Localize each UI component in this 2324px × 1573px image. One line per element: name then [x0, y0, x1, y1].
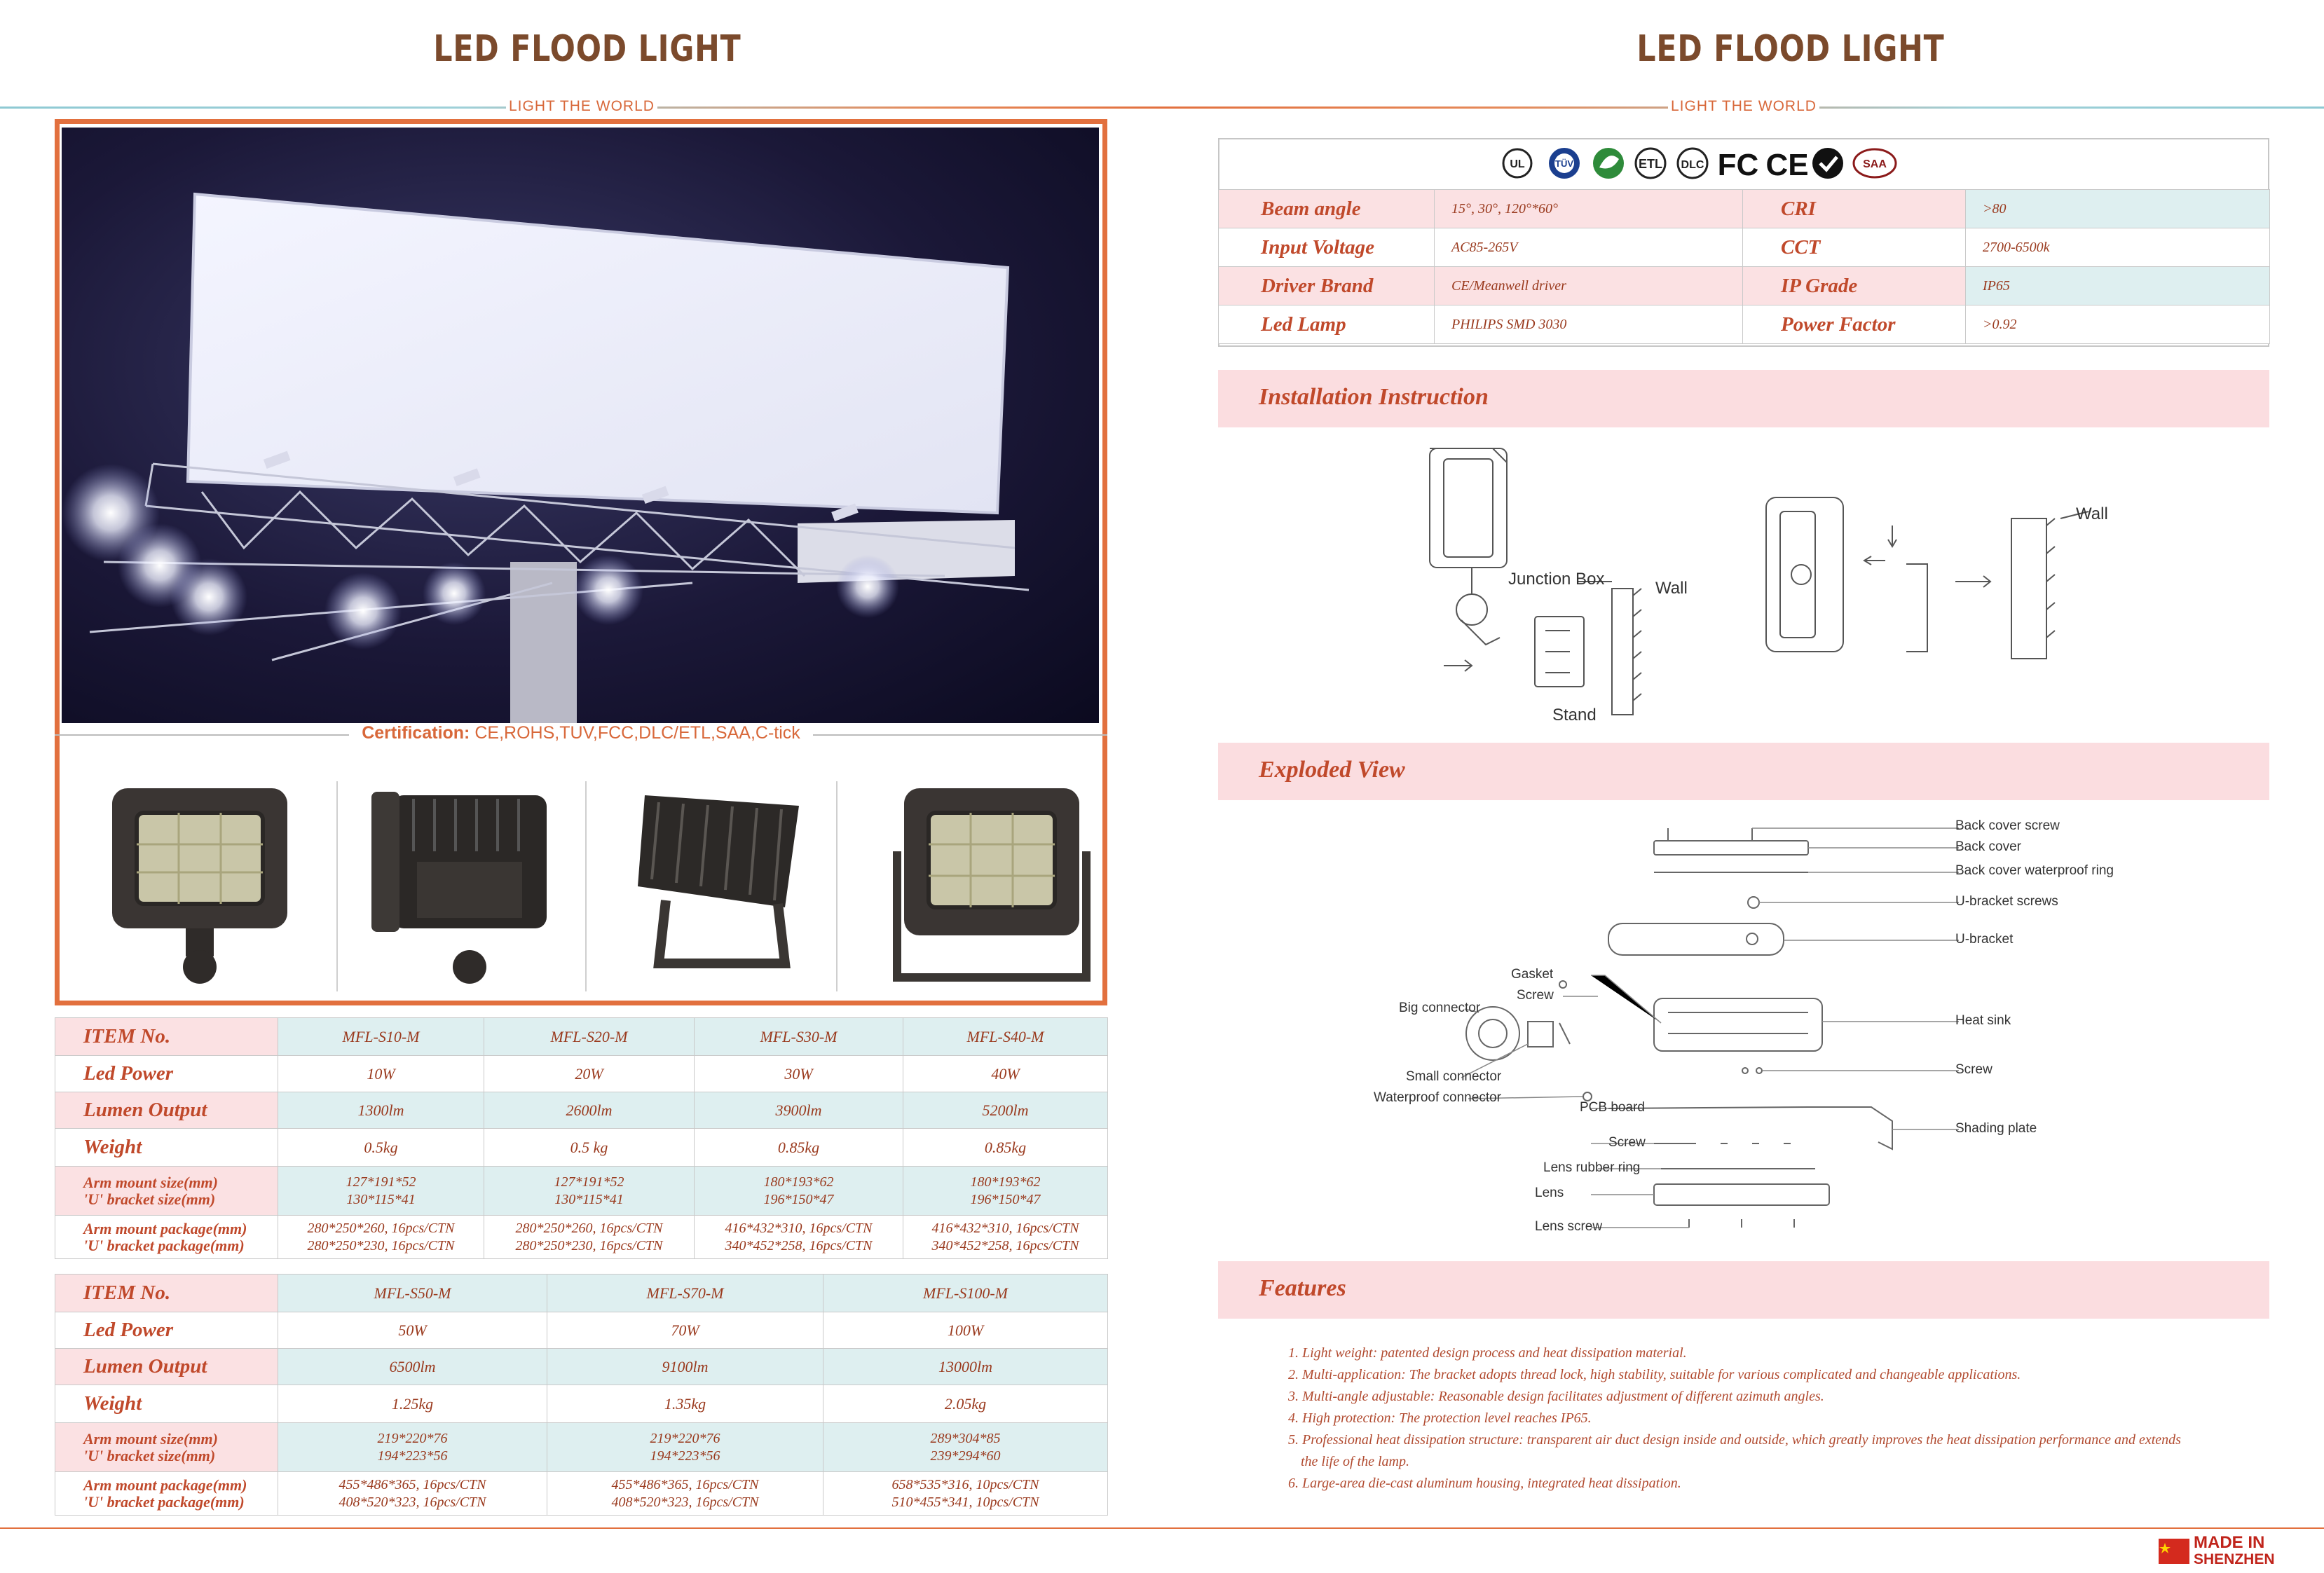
- label-arm-package: Arm mount package(mm): [83, 1219, 247, 1237]
- table-row: [55, 1349, 1108, 1385]
- table-row: [55, 1129, 1108, 1167]
- row-label-size: [55, 1423, 278, 1472]
- ul-listed-icon: [1503, 149, 1531, 177]
- dlc-icon: [1678, 149, 1707, 178]
- table-cell: 0.85kg: [903, 1129, 1108, 1167]
- cell-line: 408*520*323, 16pcs/CTN: [611, 1494, 759, 1510]
- exploded-label-left: Waterproof connector: [1374, 1090, 1501, 1105]
- prop-key: Led Lamp: [1219, 305, 1435, 344]
- cell-line: 127*191*52: [554, 1174, 624, 1190]
- cell-line: 455*486*365, 16pcs/CTN: [611, 1476, 759, 1492]
- table-cell: 9100lm: [547, 1349, 823, 1385]
- exploded-label-left: Gasket: [1511, 967, 1554, 982]
- flood-light-u-bracket-image: [883, 774, 1093, 991]
- cell-line: 408*520*323, 16pcs/CTN: [339, 1494, 486, 1510]
- certification-label: Certification:: [362, 723, 470, 743]
- row-label: Weight: [55, 1385, 278, 1423]
- feature-item: 4. High protection: The protection level reaches IP65.: [1288, 1410, 1592, 1426]
- cell-line: 340*452*258, 16pcs/CTN: [931, 1237, 1079, 1253]
- table-cell: [823, 1472, 1108, 1516]
- prop-value: 2700-6500k: [1966, 228, 2270, 267]
- cell-line: 180*193*62: [763, 1174, 834, 1190]
- made-in-shenzhen-badge: [2159, 1534, 2278, 1569]
- svg-text:FC: FC: [1717, 148, 1759, 182]
- cell-line: 194*223*56: [650, 1448, 720, 1464]
- billboard-illustration: [62, 128, 1099, 723]
- cell-line: 289*304*85: [930, 1430, 1001, 1446]
- label-arm-size: Arm mount size(mm): [83, 1173, 218, 1191]
- exploded-label-left: Small connector: [1406, 1069, 1502, 1084]
- item-no-label: ITEM No.: [55, 1018, 278, 1056]
- model-cell: MFL-S20-M: [484, 1018, 695, 1056]
- etl-icon: [1636, 149, 1665, 178]
- exploded-label-right: Heat sink: [1955, 1013, 2011, 1028]
- made-in-text: [2194, 1534, 2275, 1568]
- table-cell: [278, 1472, 547, 1516]
- table-cell: [695, 1216, 903, 1259]
- table-row-package: [55, 1216, 1108, 1259]
- table-cell: [278, 1423, 547, 1472]
- prop-value: 15°, 30°, 120°*60°: [1435, 190, 1743, 228]
- label-u-size: 'U' bracket size(mm): [83, 1190, 216, 1208]
- table-row: [1219, 267, 2270, 305]
- table-cell: 70W: [547, 1312, 823, 1349]
- page-title-left: LED FLOOD LIGHT: [433, 28, 741, 70]
- row-label: Lumen Output: [55, 1092, 278, 1129]
- cert-rule-left: [55, 734, 349, 736]
- svg-text:ETL: ETL: [1639, 157, 1662, 171]
- cell-line: 180*193*62: [970, 1174, 1041, 1190]
- cell-line: 510*455*341, 10pcs/CTN: [891, 1494, 1039, 1510]
- made-in-line1: MADE IN: [2194, 1533, 2265, 1552]
- svg-text:DLC: DLC: [1681, 159, 1704, 171]
- prop-key: CRI: [1743, 190, 1966, 228]
- exploded-label-left: Screw: [1517, 988, 1554, 1003]
- row-label: Led Power: [55, 1312, 278, 1349]
- table-cell: 0.85kg: [695, 1129, 903, 1167]
- table-row: [1219, 228, 2270, 267]
- prop-key: CCT: [1743, 228, 1966, 267]
- table-cell: 2.05kg: [823, 1385, 1108, 1423]
- table-cell: 13000lm: [823, 1349, 1108, 1385]
- table-row-package: [55, 1472, 1108, 1516]
- page-title-right: LED FLOOD LIGHT: [1636, 28, 1945, 70]
- table-cell: 1.25kg: [278, 1385, 547, 1423]
- table-row: [1219, 305, 2270, 344]
- feature-item: 5. Professional heat dissipation structure: transparent air duct design inside and outside, which greatly improves the heat dissipation performance and extends: [1288, 1432, 2181, 1448]
- cell-line: 280*250*230, 16pcs/CTN: [515, 1237, 663, 1253]
- exploded-title: Exploded View: [1259, 757, 1405, 783]
- prop-value: IP65: [1966, 267, 2270, 305]
- exploded-label-left: Lens screw: [1535, 1219, 1603, 1234]
- stand-label: Stand: [1552, 706, 1597, 724]
- prop-key: Driver Brand: [1219, 267, 1435, 305]
- thumb-divider-3: [836, 781, 838, 991]
- cell-line: 219*220*76: [377, 1430, 448, 1446]
- flood-light-front-image: [98, 774, 308, 991]
- table-cell: 0.5 kg: [484, 1129, 695, 1167]
- cell-line: 280*250*230, 16pcs/CTN: [307, 1237, 455, 1253]
- row-label: Weight: [55, 1129, 278, 1167]
- prop-key: Beam angle: [1219, 190, 1435, 228]
- table-cell: [695, 1167, 903, 1216]
- prop-value: PHILIPS SMD 3030: [1435, 305, 1743, 344]
- certification-value: CE,ROHS,TUV,FCC,DLC/ETL,SAA,C-tick: [474, 723, 800, 743]
- exploded-label-right: Back cover waterproof ring: [1955, 863, 2114, 878]
- rohs-icon: [1593, 148, 1624, 179]
- cert-icons-row: [1500, 144, 1990, 186]
- table-cell: 40W: [903, 1056, 1108, 1092]
- table1-header-row: [55, 1018, 1108, 1056]
- cell-line: 194*223*56: [377, 1448, 448, 1464]
- model-cell: MFL-S100-M: [823, 1275, 1108, 1312]
- feature-item: the life of the lamp.: [1301, 1454, 1409, 1469]
- table-cell: [278, 1216, 484, 1259]
- wall-label-2: Wall: [2076, 504, 2108, 523]
- svg-text:CE: CE: [1765, 148, 1809, 182]
- cell-line: 130*115*41: [346, 1191, 416, 1207]
- table-cell: [823, 1423, 1108, 1472]
- cell-line: 219*220*76: [650, 1430, 720, 1446]
- table-cell: 100W: [823, 1312, 1108, 1349]
- model-cell: MFL-S30-M: [695, 1018, 903, 1056]
- billboard-photo: [62, 128, 1099, 723]
- thumb-divider-1: [336, 781, 338, 991]
- table-row: [1219, 190, 2270, 228]
- cell-line: 130*115*41: [554, 1191, 624, 1207]
- cell-line: 127*191*52: [346, 1174, 416, 1190]
- cell-line: 239*294*60: [930, 1448, 1001, 1464]
- spec-table-2: [55, 1274, 1108, 1516]
- label-u-package: 'U' bracket package(mm): [83, 1236, 245, 1254]
- saa-icon: [1854, 149, 1896, 177]
- flood-light-rear-image: [617, 774, 827, 991]
- model-cell: MFL-S70-M: [547, 1275, 823, 1312]
- c-tick-icon: [1812, 148, 1843, 179]
- label-arm-size: Arm mount size(mm): [83, 1429, 218, 1448]
- exploded-label-right: U-bracket: [1955, 932, 2014, 947]
- table-row: [55, 1385, 1108, 1423]
- table-cell: 0.5kg: [278, 1129, 484, 1167]
- table-row: [55, 1056, 1108, 1092]
- model-cell: MFL-S50-M: [278, 1275, 547, 1312]
- table-cell: [484, 1216, 695, 1259]
- model-cell: MFL-S10-M: [278, 1018, 484, 1056]
- flood-light-back-image: [357, 774, 568, 991]
- spec-table-1: [55, 1017, 1108, 1259]
- thumbnail-u-bracket: [883, 774, 1093, 991]
- china-flag-icon: [2159, 1539, 2189, 1564]
- installation-title: Installation Instruction: [1259, 384, 1489, 410]
- table-cell: [903, 1216, 1108, 1259]
- installation-diagram: [1402, 434, 2173, 736]
- table-cell: 1300lm: [278, 1092, 484, 1129]
- row-label-package: [55, 1472, 278, 1516]
- feature-item: 1. Light weight: patented design process and heat dissipation material.: [1288, 1345, 1687, 1361]
- cell-line: 416*432*310, 16pcs/CTN: [725, 1220, 873, 1236]
- table-cell: [903, 1167, 1108, 1216]
- table-row-size: [55, 1423, 1108, 1472]
- svg-text:TÜV: TÜV: [1555, 158, 1573, 169]
- wall-label-1: Wall: [1655, 579, 1688, 598]
- made-in-line2: SHENZHEN: [2194, 1551, 2275, 1567]
- table-cell: 3900lm: [695, 1092, 903, 1129]
- model-cell: MFL-S40-M: [903, 1018, 1108, 1056]
- prop-value: >0.92: [1966, 305, 2270, 344]
- exploded-label-right: Back cover screw: [1955, 818, 2060, 833]
- table2-header-row: [55, 1275, 1108, 1312]
- prop-value: >80: [1966, 190, 2270, 228]
- table-row-size: [55, 1167, 1108, 1216]
- table-cell: 30W: [695, 1056, 903, 1092]
- exploded-diagram: [1360, 813, 2201, 1240]
- exploded-label-left: Lens rubber ring: [1543, 1160, 1641, 1175]
- row-label-size: [55, 1167, 278, 1216]
- exploded-label-left: Lens: [1535, 1186, 1564, 1200]
- thumbnail-rear-angle: [617, 774, 827, 991]
- table-cell: 20W: [484, 1056, 695, 1092]
- feature-item: 6. Large-area die-cast aluminum housing, integrated heat dissipation.: [1288, 1476, 1681, 1491]
- table-cell: [547, 1472, 823, 1516]
- exploded-label-right: Back cover: [1955, 839, 2021, 854]
- table-cell: 2600lm: [484, 1092, 695, 1129]
- ce-icon: [1765, 148, 1808, 182]
- thumbnail-front: [98, 774, 308, 991]
- cell-line: 280*250*260, 16pcs/CTN: [515, 1220, 663, 1236]
- product-thumbnails: [63, 774, 1099, 998]
- prop-value: AC85-265V: [1435, 228, 1743, 267]
- tagline-left: LIGHT THE WORLD: [506, 98, 657, 115]
- certification-line: [55, 723, 1107, 743]
- thumb-divider-2: [585, 781, 587, 991]
- thumbnail-back: [357, 774, 568, 991]
- prop-key: Power Factor: [1743, 305, 1966, 344]
- features-list: [1288, 1342, 2255, 1495]
- tuv-icon: [1549, 148, 1580, 179]
- exploded-section-header: [1218, 743, 2269, 800]
- svg-text:SAA: SAA: [1863, 158, 1887, 170]
- table-cell: 1.35kg: [547, 1385, 823, 1423]
- row-label: Led Power: [55, 1056, 278, 1092]
- exploded-label-left: Screw: [1608, 1135, 1646, 1150]
- cell-line: 455*486*365, 16pcs/CTN: [339, 1476, 486, 1492]
- features-title: Features: [1259, 1275, 1346, 1301]
- cell-line: 196*150*47: [763, 1191, 834, 1207]
- prop-value: CE/Meanwell driver: [1435, 267, 1743, 305]
- table-cell: [278, 1167, 484, 1216]
- table-row: [55, 1092, 1108, 1129]
- cert-rule-right: [813, 734, 1107, 736]
- cell-line: 196*150*47: [970, 1191, 1041, 1207]
- row-label: Lumen Output: [55, 1349, 278, 1385]
- junction-box-label: Junction Box: [1508, 570, 1605, 589]
- table-cell: 6500lm: [278, 1349, 547, 1385]
- exploded-label-left: PCB board: [1580, 1100, 1645, 1115]
- installation-section-header: [1218, 370, 2269, 427]
- exploded-label-right: Shading plate: [1955, 1121, 2037, 1136]
- table-row: [55, 1312, 1108, 1349]
- exploded-label-left: Big connector: [1399, 1001, 1481, 1015]
- table-cell: 5200lm: [903, 1092, 1108, 1129]
- prop-key: IP Grade: [1743, 267, 1966, 305]
- table-cell: 50W: [278, 1312, 547, 1349]
- prop-key: Input Voltage: [1219, 228, 1435, 267]
- properties-table: [1218, 189, 2270, 344]
- cell-line: 416*432*310, 16pcs/CTN: [931, 1220, 1079, 1236]
- feature-item: 2. Multi-application: The bracket adopts thread lock, high stability, suitable for various complicated and changeable applications.: [1288, 1367, 2021, 1382]
- exploded-label-right: U-bracket screws: [1955, 894, 2058, 909]
- table-cell: [484, 1167, 695, 1216]
- cell-line: 340*452*258, 16pcs/CTN: [725, 1237, 873, 1253]
- table-cell: [547, 1423, 823, 1472]
- features-section-header: [1218, 1261, 2269, 1319]
- label-arm-package: Arm mount package(mm): [83, 1476, 247, 1494]
- item-no-label: ITEM No.: [55, 1275, 278, 1312]
- exploded-label-right: Screw: [1955, 1062, 1993, 1077]
- cell-line: 658*535*316, 10pcs/CTN: [891, 1476, 1039, 1492]
- table-cell: 10W: [278, 1056, 484, 1092]
- footer-rule: [0, 1527, 2324, 1529]
- label-u-size: 'U' bracket size(mm): [83, 1446, 216, 1464]
- certification-icons: [1500, 144, 1990, 186]
- row-label-package: [55, 1216, 278, 1259]
- fc-icon: [1718, 148, 1759, 182]
- feature-item: 3. Multi-angle adjustable: Reasonable design facilitates adjustment of different azimuth angles.: [1288, 1389, 1824, 1404]
- tagline-right: LIGHT THE WORLD: [1668, 98, 1819, 115]
- label-u-package: 'U' bracket package(mm): [83, 1492, 245, 1511]
- svg-text:UL: UL: [1510, 158, 1525, 170]
- cell-line: 280*250*260, 16pcs/CTN: [307, 1220, 455, 1236]
